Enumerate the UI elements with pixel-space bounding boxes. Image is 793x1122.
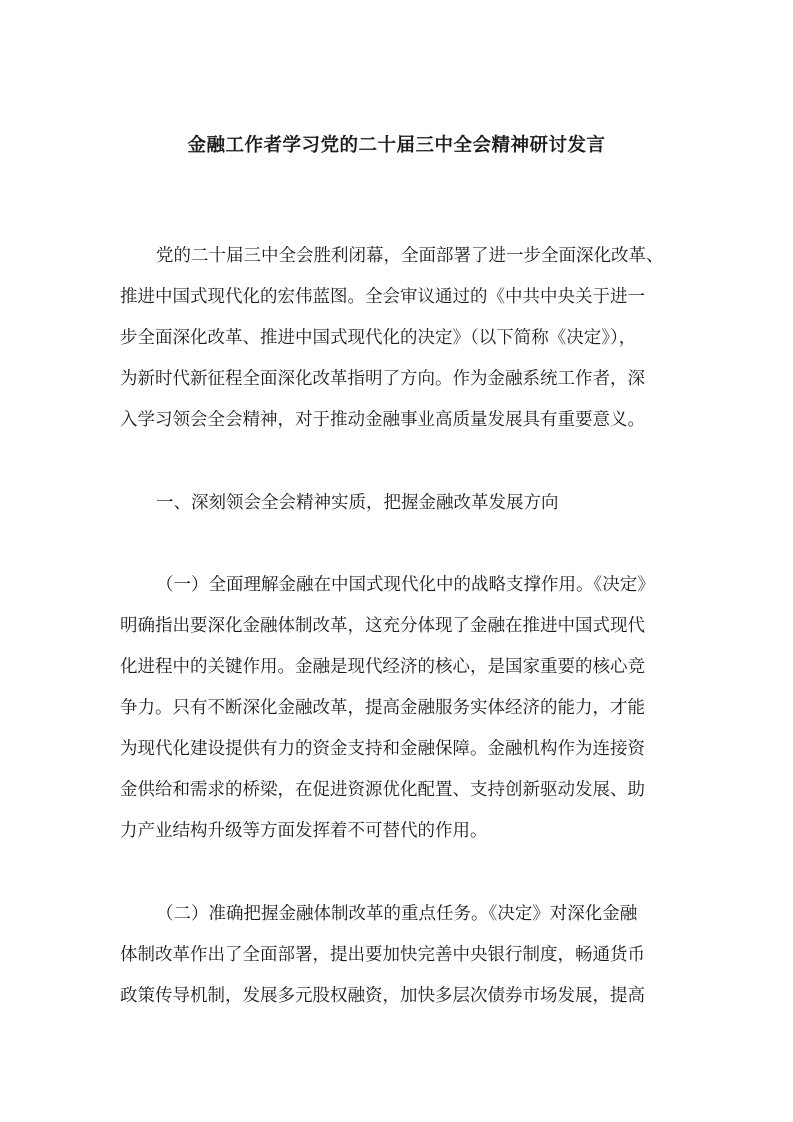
section-1-heading: 一、深刻领会全会精神实质，把握金融改革发展方向 (156, 493, 559, 513)
intro-line-2: 推进中国式现代化的宏伟蓝图。全会审议通过的《中共中央关于进一 (120, 287, 645, 307)
sub1-line-1: （一）全面理解金融在中国式现代化中的战略支撑作用。《决定》 (156, 575, 655, 595)
sub2-line-3: 政策传导机制，发展多元股权融资，加快多层次债券市场发展，提高 (120, 986, 645, 1006)
sub1-line-7: 力产业结构升级等方面发挥着不可替代的作用。 (120, 821, 488, 841)
sub1-line-3: 化进程中的关键作用。金融是现代经济的核心，是国家重要的核心竞 (120, 657, 645, 677)
sub1-line-2: 明确指出要深化金融体制改革，这充分体现了金融在推进中国式现代 (120, 616, 645, 636)
intro-line-5: 入学习领会全会精神，对于推动金融事业高质量发展具有重要意义。 (120, 410, 645, 430)
intro-line-4: 为新时代新征程全面深化改革指明了方向。作为金融系统工作者，深 (120, 369, 645, 389)
sub2-line-1: （二）准确把握金融体制改革的重点任务。《决定》对深化金融 (156, 904, 638, 924)
intro-line-1: 党的二十届三中全会胜利闭幕，全面部署了进一步全面深化改革、 (156, 246, 664, 266)
sub1-line-5: 为现代化建设提供有力的资金支持和金融保障。金融机构作为连接资 (120, 739, 645, 759)
sub1-line-4: 争力。只有不断深化金融改革，提高金融服务实体经济的能力，才能 (120, 698, 645, 718)
sub2-line-2: 体制改革作出了全面部署，提出要加快完善中央银行制度，畅通货币 (120, 945, 645, 965)
document-title: 金融工作者学习党的二十届三中全会精神研讨发言 (187, 135, 606, 156)
sub1-line-6: 金供给和需求的桥梁，在促进资源优化配置、支持创新驱动发展、助 (120, 780, 645, 800)
intro-line-3: 步全面深化改革、推进中国式现代化的决定》（以下简称《决定》）， (120, 328, 637, 348)
